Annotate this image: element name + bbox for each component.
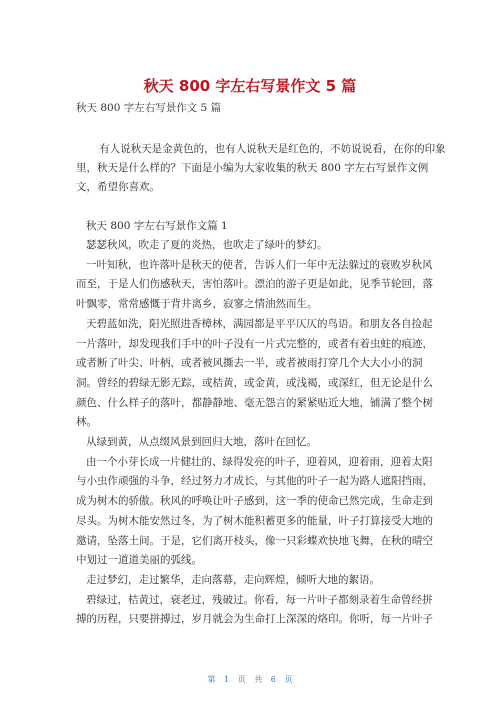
text-line: 有人说秋天是金黄色的，也有人说秋天是红色的，不妨说说看，在你的印象: [99, 143, 446, 155]
text-line: 文，希望你喜欢。: [76, 181, 160, 193]
text-line: 从绿到黄，从点缀风景到回归大地，落叶在回忆。: [86, 436, 317, 449]
text-line: 而至，于是人们伤感秋天，害怕落叶。漂泊的游子更是如此，见季节轮回，落: [76, 278, 433, 291]
text-line: 尽头。为树木能安然过冬，为了树木能积蓄更多的能量，叶子打算接受大地的: [76, 514, 433, 527]
text-line: 天碧蓝如洗，阳光照进香樟林，满园都是平平仄仄的鸟语。和朋友各自捡起: [86, 317, 433, 330]
document-subtitle: 秋天 800 字左右写景作文 5 篇: [76, 102, 222, 114]
text-line: 碧绿过，桔黄过，衰老过，残破过。你看，每一片叶子都刻录着生命曾经拼: [86, 593, 433, 606]
intro-paragraph: [76, 140, 446, 197]
text-line: 林。: [76, 416, 97, 429]
essay-body: [76, 236, 436, 630]
text-line: 走过梦幻，走过繁华，走向落幕，走向辉煌，倾听大地的絮语。: [86, 573, 380, 586]
section-heading: 秋天 800 字左右写景作文篇 1: [86, 220, 228, 232]
text-line: 成为树木的骄傲。秋风的呼唤让叶子感到，这一季的使命已然完成，生命走到: [76, 495, 433, 508]
text-line: 颜色、什么样子的落叶，都静静地、毫无怨言的紧紧贴近大地，铺满了整个树: [76, 396, 433, 409]
text-line: 搏的历程，只要拼搏过，岁月就会为生命打上深深的烙印。你听，每一片叶子: [76, 613, 433, 626]
text-line: 由一个小芽长成一片健壮的、绿得发亮的叶子，迎着风，迎着雨，迎着太阳: [86, 455, 433, 468]
text-line: 洞。曾经的碧绿无影无踪，或桔黄，或金黄，或浅褐，或深红，但无论是什么: [76, 376, 433, 389]
document-title: 秋天 800 字左右写景作文 5 篇: [143, 77, 357, 95]
text-line: 一叶知秋，也许落叶是秋天的使者，告诉人们一年中无法躲过的衰败岁秋风: [86, 258, 433, 271]
text-line: 邀请，坠落土间。于是，它们离开枝头，像一只彩蝶欢快地飞舞，在秋的晴空: [76, 534, 433, 547]
text-line: 或者断了叶尖、叶柄，或者被风撕去一半，或者被雨打穿几个大大小小的洞: [76, 357, 423, 370]
text-line: 与小虫作顽强的斗争，经过努力才成长，与其他的叶子一起为路人遮阳挡雨，: [76, 475, 433, 488]
text-line: 瑟瑟秋风，吹走了夏的炎热，也吹走了绿叶的梦幻。: [86, 239, 328, 251]
text-line: 叶飘零，常常感慨于背井离乡，寂寥之情油然而生。: [76, 298, 318, 311]
page-footer: 第 1 页 共 6 页: [207, 675, 293, 684]
text-line: 一片落叶，却发现我们手中的叶子没有一片式完整的，或者有着虫蛀的痕迹，: [76, 337, 433, 350]
text-line: 中划过一道道美丽的弧线。: [76, 554, 202, 567]
text-line: 里，秋天是什么样的？下面是小编为大家收集的秋天 800 字左右写景作文例: [76, 162, 429, 174]
